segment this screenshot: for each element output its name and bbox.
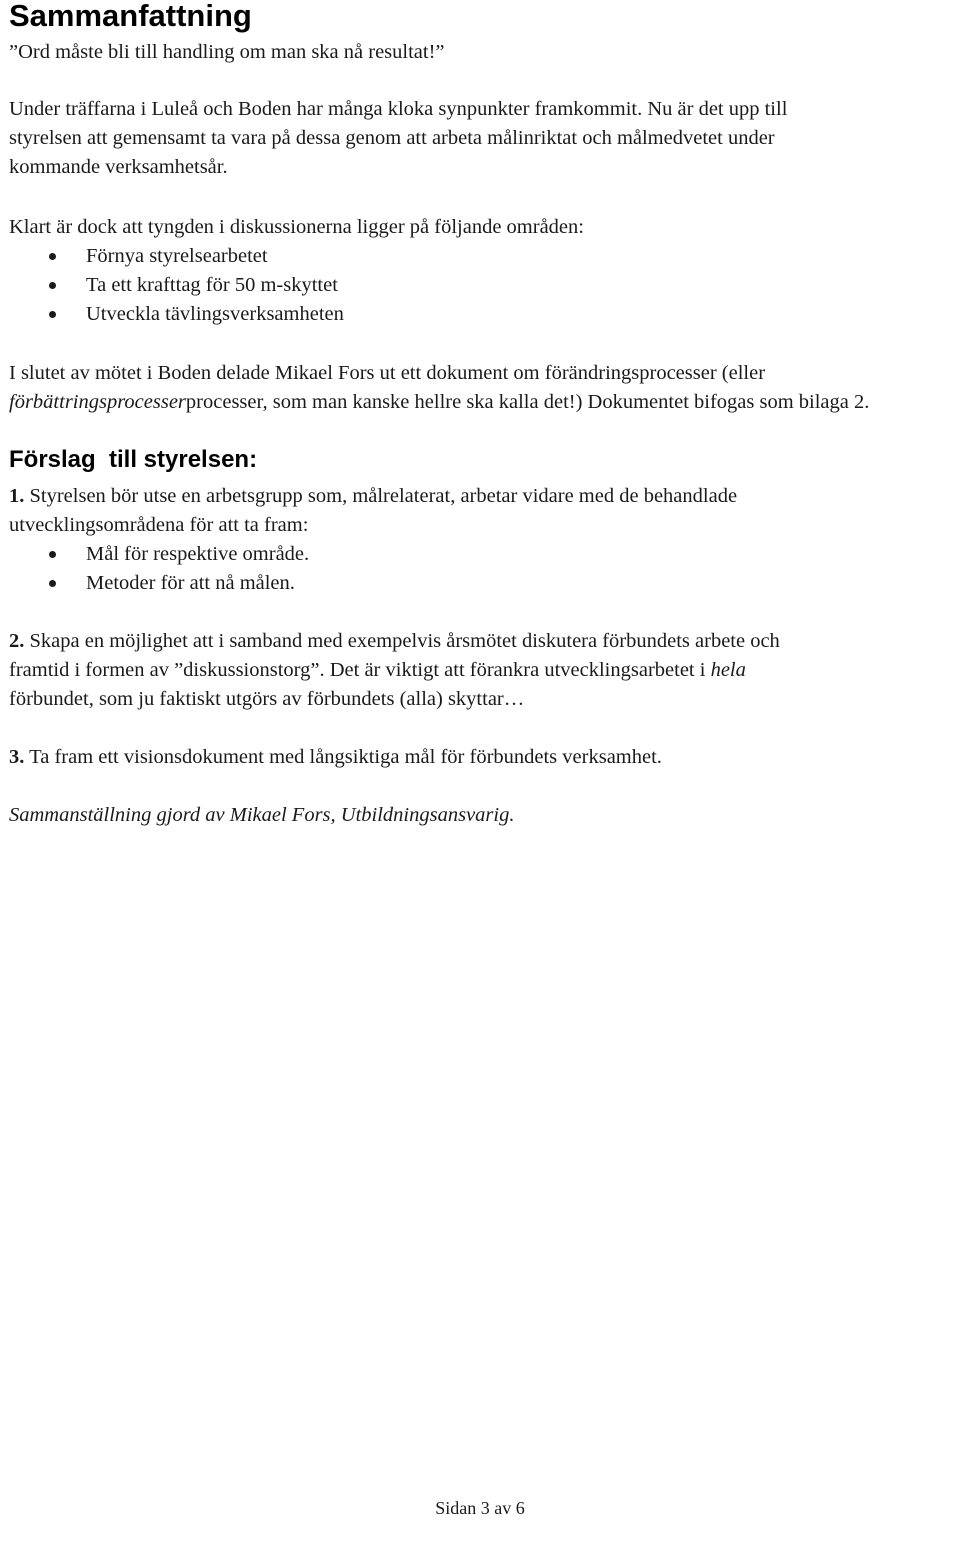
quote: ”Ord måste bli till handling om man ska nå resultat!” — [9, 41, 445, 63]
list-item-text: Utveckla tävlingsverksamheten — [86, 303, 344, 325]
proposal-1-number: 1. — [9, 485, 25, 507]
bullet-icon — [49, 282, 56, 289]
proposal-1 — [9, 482, 954, 540]
page-title: Sammanfattning — [9, 0, 252, 33]
intro-line-1: Under träffarna i Luleå och Boden har många kloka synpunkter framkommit. Nu är det upp till — [9, 98, 788, 120]
boden-line-2 — [9, 388, 954, 417]
proposal-2-italic-word: hela — [710, 659, 746, 681]
proposal-3 — [9, 743, 954, 772]
proposal-1-text: Styrelsen bör utse en arbetsgrupp som, målrelaterat, arbetar vidare med de behandlade — [24, 485, 738, 507]
page-footer: Sidan 3 av 6 — [435, 1498, 525, 1518]
proposal-3-number: 3. — [9, 746, 25, 768]
intro-line-3: kommande verksamhetsår. — [9, 156, 228, 178]
intro-paragraph — [9, 95, 954, 182]
list-item-text: Metoder för att nå målen. — [86, 572, 295, 594]
bullet-icon — [49, 311, 56, 318]
boden-italic-word: förbättringsprocesser — [9, 391, 186, 413]
proposal-2 — [9, 627, 954, 714]
proposal-3-line — [9, 743, 954, 772]
proposal-2-line-3: förbundet, som ju faktiskt utgörs av förbundets (alla) skyttar… — [9, 688, 525, 710]
list-item-text: Förnya styrelsearbetet — [86, 245, 268, 267]
focus-intro: Klart är dock att tyngden i diskussionerna ligger på följande områden: — [9, 216, 584, 238]
boden-line-1: I slutet av mötet i Boden delade Mikael Fors ut ett dokument om förändringsprocesser (eller — [9, 362, 766, 384]
bullet-icon — [49, 253, 56, 260]
boden-line-2-rest: processer, som man kanske hellre ska kalla det!) Dokumentet bifogas som bilaga 2. — [185, 391, 870, 413]
proposal-2-line-2-text: framtid i formen av ”diskussionstorg”. Det är viktigt att förankra utvecklingsarbetet i — [9, 659, 711, 681]
proposal-2-text: Skapa en möjlighet att i samband med exempelvis årsmötet diskutera förbundets arbete och — [24, 630, 780, 652]
proposal-2-line-2 — [9, 656, 954, 685]
signature: Sammanställning gjord av Mikael Fors, Utbildningsansvarig. — [9, 804, 515, 826]
proposal-3-text: Ta fram ett visionsdokument med långsiktiga mål för förbundets verksamhet. — [24, 746, 662, 768]
list-item-text: Mål för respektive område. — [86, 543, 310, 565]
bullet-icon — [49, 551, 56, 558]
proposal-1-line-2: utvecklingsområdena för att ta fram: — [9, 514, 309, 536]
bullet-icon — [49, 580, 56, 587]
list-item-text: Ta ett krafttag för 50 m-skyttet — [86, 274, 338, 296]
proposal-2-number: 2. — [9, 630, 25, 652]
proposal-2-line-1 — [9, 627, 954, 656]
proposal-1-line-1 — [9, 482, 954, 511]
proposals-heading: Förslag till styrelsen: — [9, 446, 258, 473]
intro-line-2: styrelsen att gemensamt ta vara på dessa genom att arbeta målinriktat och målmedvetet under — [9, 127, 775, 149]
boden-paragraph — [9, 359, 954, 417]
